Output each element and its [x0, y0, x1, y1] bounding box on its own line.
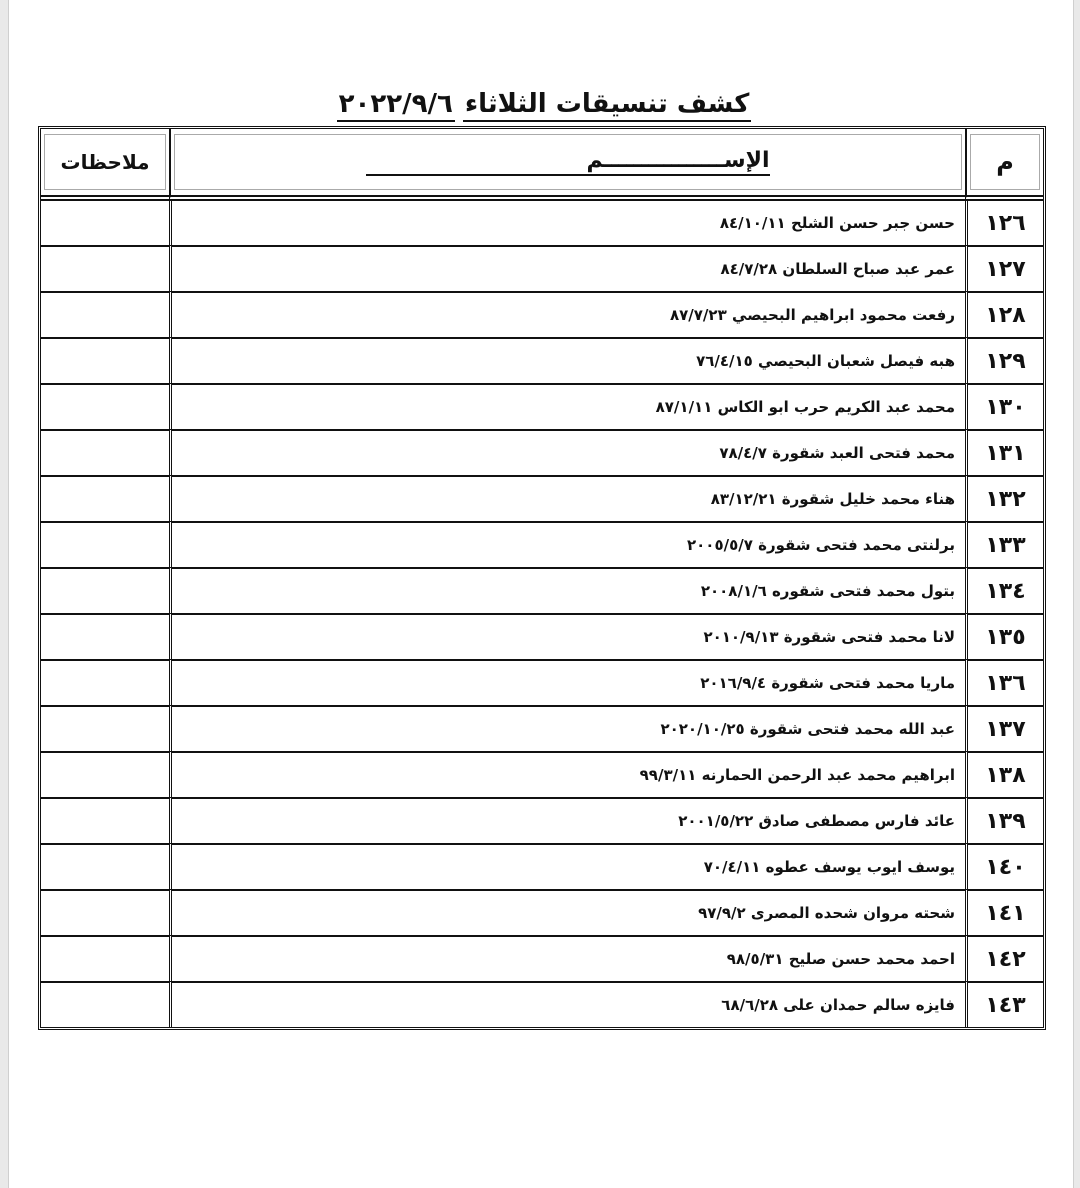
- row-name: بتول محمد فتحى شقوره ٢٠٠٨/١/٦: [169, 567, 965, 613]
- row-number: ١٤٣: [965, 981, 1043, 1027]
- row-remarks: [41, 659, 169, 705]
- row-number: ١٣٩: [965, 797, 1043, 843]
- registration-table: [38, 126, 1046, 1030]
- row-number: ١٣٠: [965, 383, 1043, 429]
- row-number: ١٣٥: [965, 613, 1043, 659]
- row-remarks: [41, 383, 169, 429]
- row-remarks: [41, 245, 169, 291]
- row-name: هناء محمد خليل شقورة ٨٣/١٢/٢١: [169, 475, 965, 521]
- title-text: كشف تنسيقات الثلاثاء: [463, 88, 752, 122]
- row-name: احمد محمد حسن صليح ٩٨/٥/٣١: [169, 935, 965, 981]
- row-name: محمد عبد الكريم حرب ابو الكاس ٨٧/١/١١: [169, 383, 965, 429]
- row-remarks: [41, 889, 169, 935]
- row-remarks: [41, 567, 169, 613]
- table-row: [41, 521, 1043, 567]
- row-number: ١٤٠: [965, 843, 1043, 889]
- row-remarks: [41, 201, 169, 245]
- row-name: يوسف ايوب يوسف عطوه ٧٠/٤/١١: [169, 843, 965, 889]
- row-name: رفعت محمود ابراهيم البحيصي ٨٧/٧/٢٣: [169, 291, 965, 337]
- row-remarks: [41, 521, 169, 567]
- row-name: ابراهيم محمد عبد الرحمن الحمارنه ٩٩/٣/١١: [169, 751, 965, 797]
- table-row: [41, 797, 1043, 843]
- row-number: ١٢٧: [965, 245, 1043, 291]
- row-remarks: [41, 751, 169, 797]
- row-remarks: [41, 291, 169, 337]
- row-name: شحته مروان شحده المصرى ٩٧/٩/٢: [169, 889, 965, 935]
- header-remarks: ملاحظات: [41, 129, 169, 201]
- table-row: [41, 613, 1043, 659]
- row-number: ١٣٢: [965, 475, 1043, 521]
- table-row: [41, 337, 1043, 383]
- table-row: [41, 245, 1043, 291]
- row-remarks: [41, 797, 169, 843]
- row-number: ١٣٧: [965, 705, 1043, 751]
- document-title: [0, 84, 1080, 124]
- row-number: ١٤٢: [965, 935, 1043, 981]
- header-name: الإســــــــــــــــم: [169, 129, 965, 201]
- row-remarks: [41, 843, 169, 889]
- row-number: ١٣٨: [965, 751, 1043, 797]
- table-row: [41, 981, 1043, 1027]
- row-remarks: [41, 981, 169, 1027]
- header-number: م: [965, 129, 1043, 201]
- row-number: ١٢٦: [965, 201, 1043, 245]
- row-remarks: [41, 429, 169, 475]
- row-name: عمر عبد صباح السلطان ٨٤/٧/٢٨: [169, 245, 965, 291]
- table-row: [41, 889, 1043, 935]
- table-body: [41, 201, 1043, 1027]
- table-row: [41, 475, 1043, 521]
- row-remarks: [41, 705, 169, 751]
- row-remarks: [41, 475, 169, 521]
- table-row: [41, 659, 1043, 705]
- row-number: ١٣٦: [965, 659, 1043, 705]
- row-name: فايزه سالم حمدان على ٦٨/٦/٢٨: [169, 981, 965, 1027]
- row-number: ١٤١: [965, 889, 1043, 935]
- row-remarks: [41, 337, 169, 383]
- row-remarks: [41, 613, 169, 659]
- table-row: [41, 201, 1043, 245]
- table-row: [41, 383, 1043, 429]
- row-name: حسن جبر حسن الشلح ٨٤/١٠/١١: [169, 201, 965, 245]
- row-name: لانا محمد فتحى شقورة ٢٠١٠/٩/١٣: [169, 613, 965, 659]
- title-date: ٢٠٢٢/٩/٦: [337, 88, 455, 122]
- row-number: ١٢٨: [965, 291, 1043, 337]
- row-name: عبد الله محمد فتحى شقورة ٢٠٢٠/١٠/٢٥: [169, 705, 965, 751]
- row-name: هبه فيصل شعبان البحيصي ٧٦/٤/١٥: [169, 337, 965, 383]
- table-row: [41, 935, 1043, 981]
- row-number: ١٣٤: [965, 567, 1043, 613]
- row-name: برلنتى محمد فتحى شقورة ٢٠٠٥/٥/٧: [169, 521, 965, 567]
- row-name: ماريا محمد فتحى شقورة ٢٠١٦/٩/٤: [169, 659, 965, 705]
- row-number: ١٢٩: [965, 337, 1043, 383]
- row-number: ١٣٣: [965, 521, 1043, 567]
- table-row: [41, 291, 1043, 337]
- table-row: [41, 751, 1043, 797]
- row-name: عائد فارس مصطفى صادق ٢٠٠١/٥/٢٢: [169, 797, 965, 843]
- table-row: [41, 429, 1043, 475]
- table-row: [41, 705, 1043, 751]
- table-row: [41, 567, 1043, 613]
- row-number: ١٣١: [965, 429, 1043, 475]
- row-name: محمد فتحى العبد شقورة ٧٨/٤/٧: [169, 429, 965, 475]
- table-row: [41, 843, 1043, 889]
- table-header-row: [41, 129, 1043, 201]
- row-remarks: [41, 935, 169, 981]
